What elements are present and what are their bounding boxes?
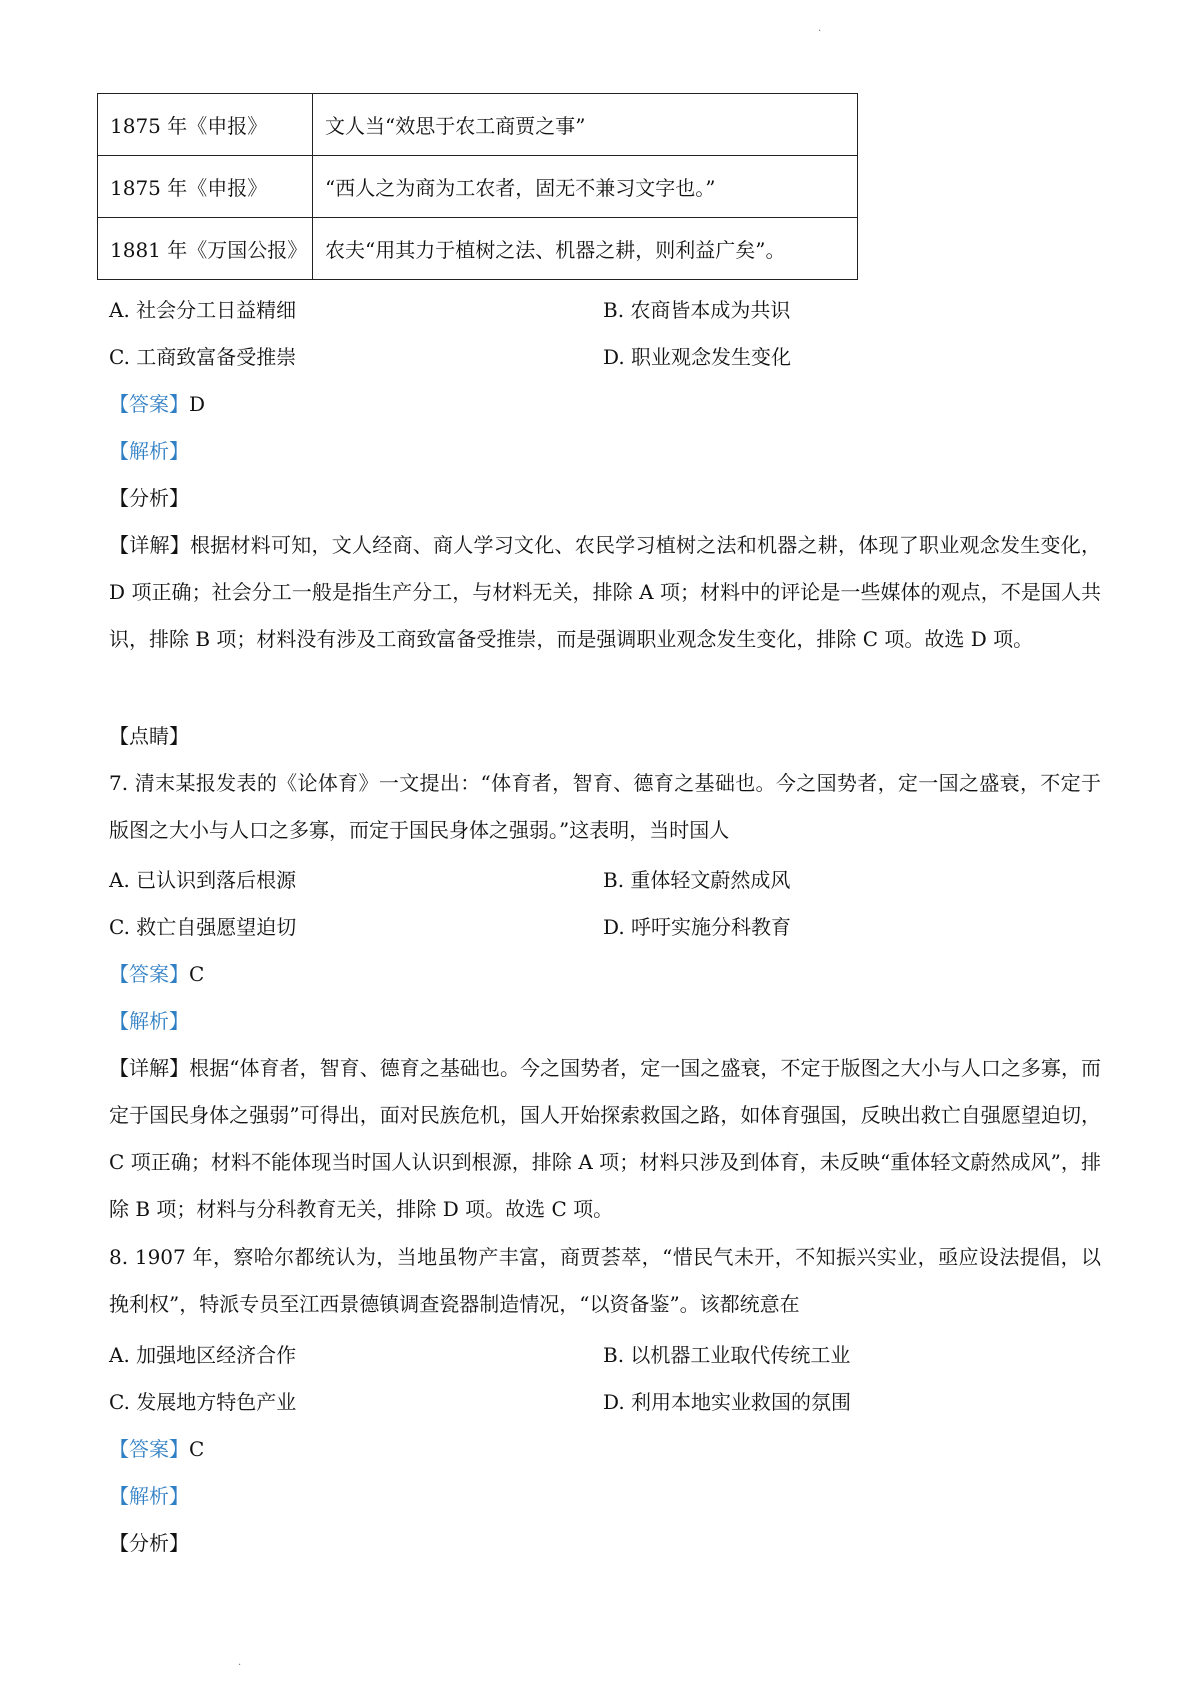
q8-option-b: B. 以机器工业取代传统工业 xyxy=(603,1343,851,1367)
table-cell-content: “西人之为商为工农者，固无不兼习文字也。” xyxy=(313,156,858,218)
q8-option-a: A. 加强地区经济合作 xyxy=(109,1343,297,1367)
table-cell-source: 1875 年《申报》 xyxy=(98,94,313,156)
source-table xyxy=(97,93,858,280)
q7-option-c: C. 救亡自强愿望迫切 xyxy=(109,915,297,939)
detail-tag: 【详解】 xyxy=(109,533,190,557)
q8-option-d: D. 利用本地实业救国的氛围 xyxy=(603,1390,852,1414)
detail-text: 根据“体育者，智育、德育之基础也。今之国势者，定一国之盛衰，不定于版图之大小与人口之多寡，而定于国民身体之强弱”可得出，面对民族危机，国人开始探索救国之路，如体育强国，反映出救亡自强愿望迫切，C 项正确；材料不能体现当时国人认识到根源，排除 A 项；材料只涉及到体育，未反映“重体轻文蔚然成风”，排除 B 项；材料与分科教育无关，排除 D 项。故选 C 项。 xyxy=(109,1056,1102,1221)
dianjing-tag: 【点睛】 xyxy=(109,724,189,748)
q8-option-c: C. 发展地方特色产业 xyxy=(109,1390,297,1414)
q8-answer-line xyxy=(109,1437,204,1461)
answer-tag: 【答案】 xyxy=(109,962,189,986)
jiexi-tag: 【解析】 xyxy=(109,439,189,463)
q7-option-a: A. 已认识到落后根源 xyxy=(109,868,297,892)
q6-answer-line xyxy=(109,392,205,416)
scan-dot: · xyxy=(238,1660,242,1671)
q7-option-d: D. 呼吁实施分科教育 xyxy=(603,915,792,939)
table-cell-content: 文人当“效思于农工商贾之事” xyxy=(313,94,858,156)
answer-tag: 【答案】 xyxy=(109,392,189,416)
q6-detail xyxy=(109,522,1101,663)
table-row xyxy=(98,218,858,280)
table-row xyxy=(98,156,858,218)
answer-value: C xyxy=(189,1437,205,1461)
fenxi-tag: 【分析】 xyxy=(109,1531,189,1555)
answer-tag: 【答案】 xyxy=(109,1437,189,1461)
q7-detail xyxy=(109,1045,1101,1233)
answer-value: D xyxy=(189,392,206,416)
jiexi-tag: 【解析】 xyxy=(109,1484,189,1508)
detail-text: 根据材料可知，文人经商、商人学习文化、农民学习植树之法和机器之耕，体现了职业观念发生变化，D 项正确；社会分工一般是指生产分工，与材料无关，排除 A 项；材料中的评论是一些媒体的观点，不是国人共识，排除 B 项；材料没有涉及工商致富备受推崇，而是强调职业观念发生变化，排除 C 项。故选 D 项。 xyxy=(109,533,1101,651)
q6-option-c: C. 工商致富备受推崇 xyxy=(109,345,297,369)
detail-tag: 【详解】 xyxy=(109,1056,190,1080)
table-cell-source: 1875 年《申报》 xyxy=(98,156,313,218)
scan-dot: · xyxy=(818,26,822,37)
table-row xyxy=(98,94,858,156)
q6-option-d: D. 职业观念发生变化 xyxy=(603,345,792,369)
q6-option-b: B. 农商皆本成为共识 xyxy=(603,298,791,322)
q6-option-a: A. 社会分工日益精细 xyxy=(109,298,297,322)
q7-option-b: B. 重体轻文蔚然成风 xyxy=(603,868,791,892)
table-cell-content: 农夫“用其力于植树之法、机器之耕，则利益广矣”。 xyxy=(313,218,858,280)
table-cell-source: 1881 年《万国公报》 xyxy=(98,218,313,280)
jiexi-tag: 【解析】 xyxy=(109,1009,189,1033)
q7-stem: 7. 清末某报发表的《论体育》一文提出：“体育者，智育、德育之基础也。今之国势者，定一国之盛衰，不定于版图之大小与人口之多寡，而定于国民身体之强弱。”这表明，当时国人 xyxy=(109,771,1101,842)
q7-answer-line xyxy=(109,962,204,986)
q8-stem: 8. 1907 年，察哈尔都统认为，当地虽物产丰富，商贾荟萃，“惜民气未开，不知振兴实业，亟应设法提倡，以挽利权”，特派专员至江西景德镇调查瓷器制造情况，“以资备鉴”。该都统意在 xyxy=(109,1245,1101,1316)
fenxi-tag: 【分析】 xyxy=(109,486,189,510)
answer-value: C xyxy=(189,962,205,986)
